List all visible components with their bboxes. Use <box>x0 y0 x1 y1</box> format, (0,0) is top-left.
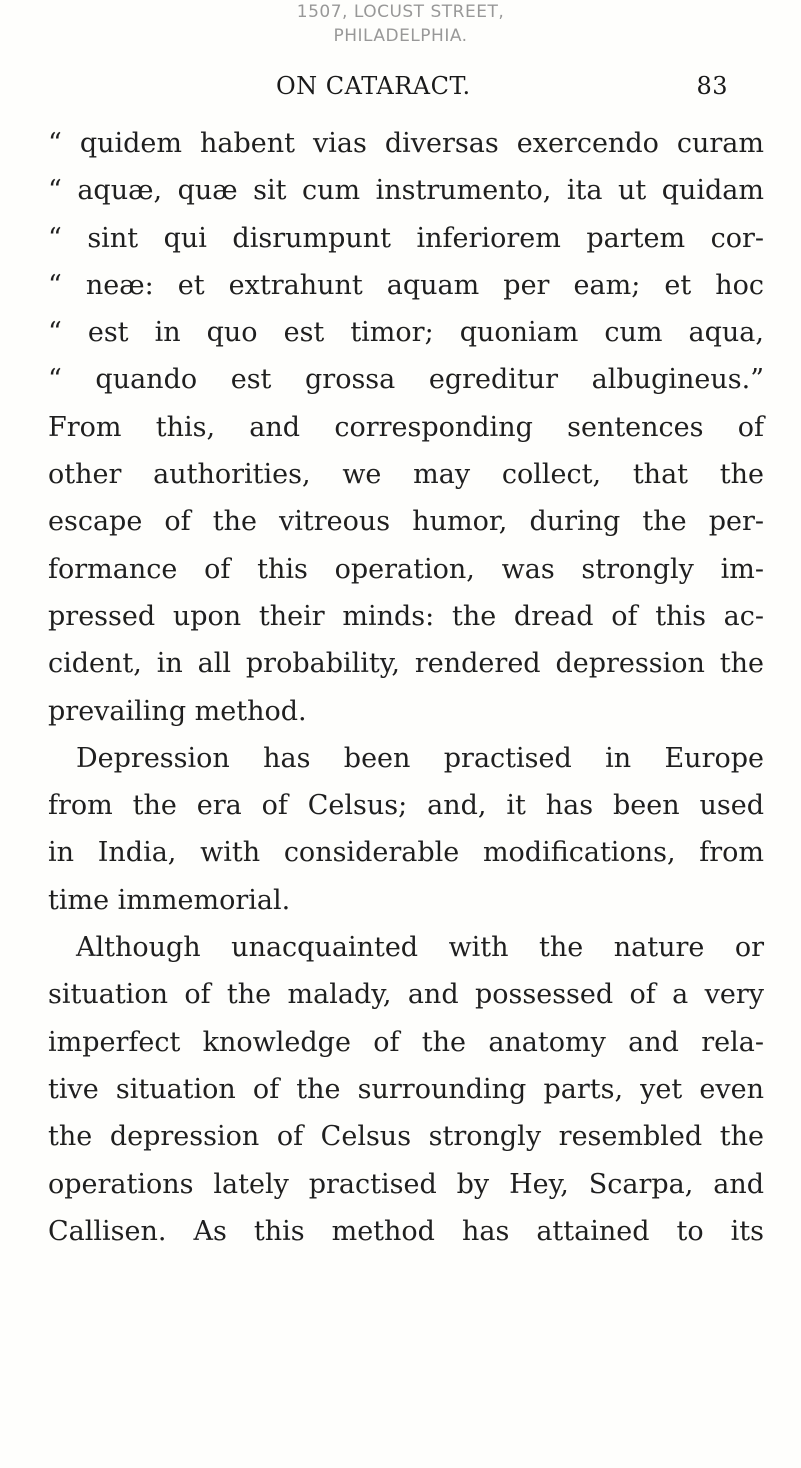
text-line: in India, with considerable modifications, from <box>48 837 764 869</box>
text-line: “ quando est grossa egreditur albugineus.” <box>48 364 764 396</box>
text-line: operations lately practised by Hey, Scarpa, and <box>48 1168 764 1200</box>
text-line: “ est in quo est timor; quoniam cum aqua, <box>48 317 764 349</box>
running-title: ON CATARACT. <box>276 72 471 100</box>
text-line: formance of this operation, was strongly im- <box>48 553 764 585</box>
text-line: “ aquæ, quæ sit cum instrumento, ita ut quidam <box>48 175 764 207</box>
text-line: From this, and corresponding sentences of <box>48 411 764 443</box>
text-line: Although unacquainted with the nature or <box>76 932 764 964</box>
text-line: “ quidem habent vias diversas exercendo curam <box>48 128 764 159</box>
text-line: time immemorial. <box>48 884 291 916</box>
body-text <box>48 120 764 1255</box>
page-number: 83 <box>696 72 728 100</box>
text-line: Callisen. As this method has attained to its <box>48 1215 764 1247</box>
text-line: from the era of Celsus; and, it has been used <box>48 790 764 822</box>
text-line: cident, in all probability, rendered depression the <box>48 648 764 680</box>
text-line: the depression of Celsus strongly resembled the <box>48 1121 764 1153</box>
page-header <box>50 72 742 108</box>
library-stamp-city: PHILADELPHIA. <box>333 26 468 46</box>
library-stamp-address: 1507, LOCUST STREET, <box>296 2 505 22</box>
text-line: prevailing method. <box>48 695 307 727</box>
text-line: imperfect knowledge of the anatomy and rela- <box>48 1026 764 1058</box>
text-line: situation of the malady, and possessed of a very <box>48 979 764 1011</box>
text-line: “ sint qui disrumpunt inferiorem partem cor- <box>48 222 764 254</box>
text-line: other authorities, we may collect, that the <box>48 459 764 491</box>
text-line: Depression has been practised in Europe <box>76 742 764 774</box>
text-line: pressed upon their minds: the dread of this ac- <box>48 600 764 632</box>
text-line: tive situation of the surrounding parts, yet even <box>48 1073 764 1105</box>
text-line: “ neæ: et extrahunt aquam per eam; et hoc <box>48 269 764 301</box>
text-line: escape of the vitreous humor, during the per- <box>48 506 764 538</box>
